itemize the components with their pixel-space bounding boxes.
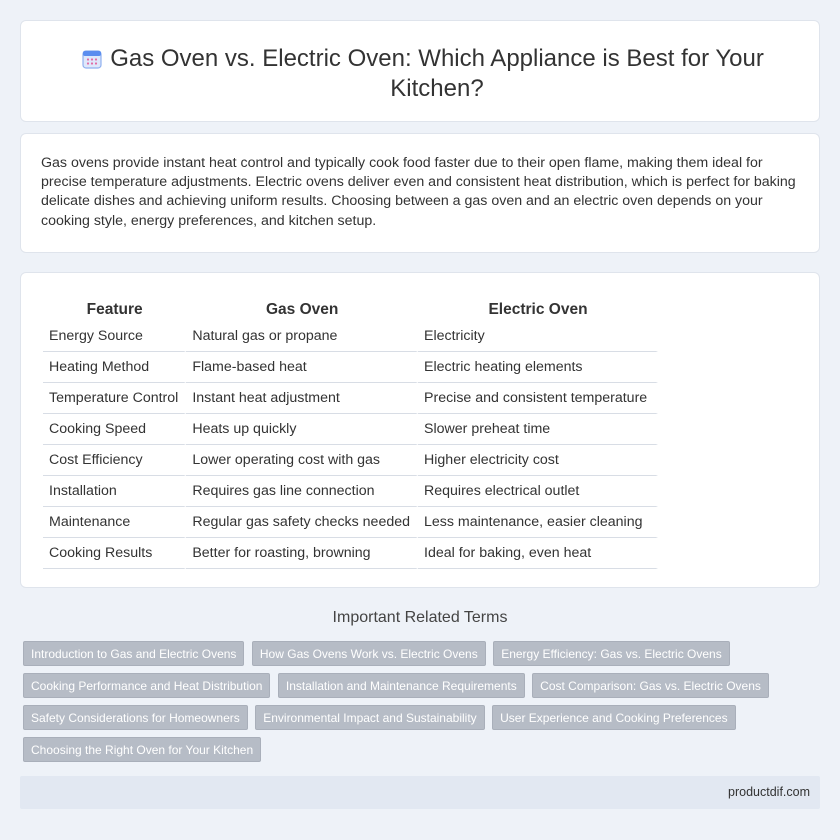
electric-cell: Ideal for baking, even heat <box>418 538 658 569</box>
header-feature: Feature <box>86 301 143 318</box>
related-term-tag[interactable]: Energy Efficiency: Gas vs. Electric Ovens <box>493 641 730 666</box>
gas-cell: Heats up quickly <box>186 414 418 445</box>
table-header-row <box>43 295 658 321</box>
related-term-tag[interactable]: Introduction to Gas and Electric Ovens <box>23 641 244 666</box>
related-term-tag[interactable]: Environmental Impact and Sustainability <box>255 705 484 730</box>
page-title: Gas Oven vs. Electric Oven: Which Appliance is Best for Your Kitchen? <box>110 45 764 102</box>
comparison-table <box>43 295 658 569</box>
table-row <box>43 383 658 414</box>
electric-cell: Slower preheat time <box>418 414 658 445</box>
related-term-tag[interactable]: Choosing the Right Oven for Your Kitchen <box>23 737 261 762</box>
related-term-tag[interactable]: User Experience and Cooking Preferences <box>492 705 735 730</box>
table-row <box>43 507 658 538</box>
electric-cell: Electricity <box>418 321 658 352</box>
feature-cell: Cost Efficiency <box>43 445 186 476</box>
footer <box>20 776 820 809</box>
electric-cell: Higher electricity cost <box>418 445 658 476</box>
table-row <box>43 538 658 569</box>
related-terms-list <box>23 641 813 769</box>
site-name[interactable]: productdif.com <box>728 785 810 799</box>
gas-cell: Instant heat adjustment <box>186 383 418 414</box>
feature-cell: Heating Method <box>43 352 186 383</box>
intro-paragraph: Gas ovens provide instant heat control and typically cook food faster due to their open flame, making them ideal for precise temperature adjustments. Electric ovens deliver even and consistent heat distribution, which is perfect for baking delicate dishes and achieving uniform results. Choosing between a gas oven and an electric oven depends on your cooking style, energy preferences, and kitchen setup. <box>41 155 796 229</box>
related-term-tag[interactable]: Safety Considerations for Homeowners <box>23 705 248 730</box>
related-terms-heading: Important Related Terms <box>332 609 508 626</box>
header-electric-oven: Electric Oven <box>488 301 588 318</box>
gas-cell: Natural gas or propane <box>186 321 418 352</box>
table-row <box>43 476 658 507</box>
table-row <box>43 321 658 352</box>
table-row <box>43 352 658 383</box>
feature-cell: Maintenance <box>43 507 186 538</box>
gas-cell: Requires gas line connection <box>186 476 418 507</box>
calendar-icon <box>81 48 103 70</box>
table-row <box>43 414 658 445</box>
related-term-tag[interactable]: Cooking Performance and Heat Distribution <box>23 673 270 698</box>
comparison-card <box>20 272 820 588</box>
electric-cell: Requires electrical outlet <box>418 476 658 507</box>
gas-cell: Regular gas safety checks needed <box>186 507 418 538</box>
electric-cell: Precise and consistent temperature <box>418 383 658 414</box>
feature-cell: Cooking Speed <box>43 414 186 445</box>
title-row <box>61 44 779 104</box>
electric-cell: Electric heating elements <box>418 352 658 383</box>
feature-cell: Temperature Control <box>43 383 186 414</box>
feature-cell: Energy Source <box>43 321 186 352</box>
table-row <box>43 445 658 476</box>
feature-cell: Cooking Results <box>43 538 186 569</box>
related-term-tag[interactable]: How Gas Ovens Work vs. Electric Ovens <box>252 641 486 666</box>
gas-cell: Better for roasting, browning <box>186 538 418 569</box>
electric-cell: Less maintenance, easier cleaning <box>418 507 658 538</box>
intro-card <box>20 133 820 253</box>
related-term-tag[interactable]: Installation and Maintenance Requirements <box>278 673 525 698</box>
related-term-tag[interactable]: Cost Comparison: Gas vs. Electric Ovens <box>532 673 769 698</box>
gas-cell: Lower operating cost with gas <box>186 445 418 476</box>
feature-cell: Installation <box>43 476 186 507</box>
header-gas-oven: Gas Oven <box>265 301 339 318</box>
gas-cell: Flame-based heat <box>186 352 418 383</box>
title-card <box>20 20 820 122</box>
